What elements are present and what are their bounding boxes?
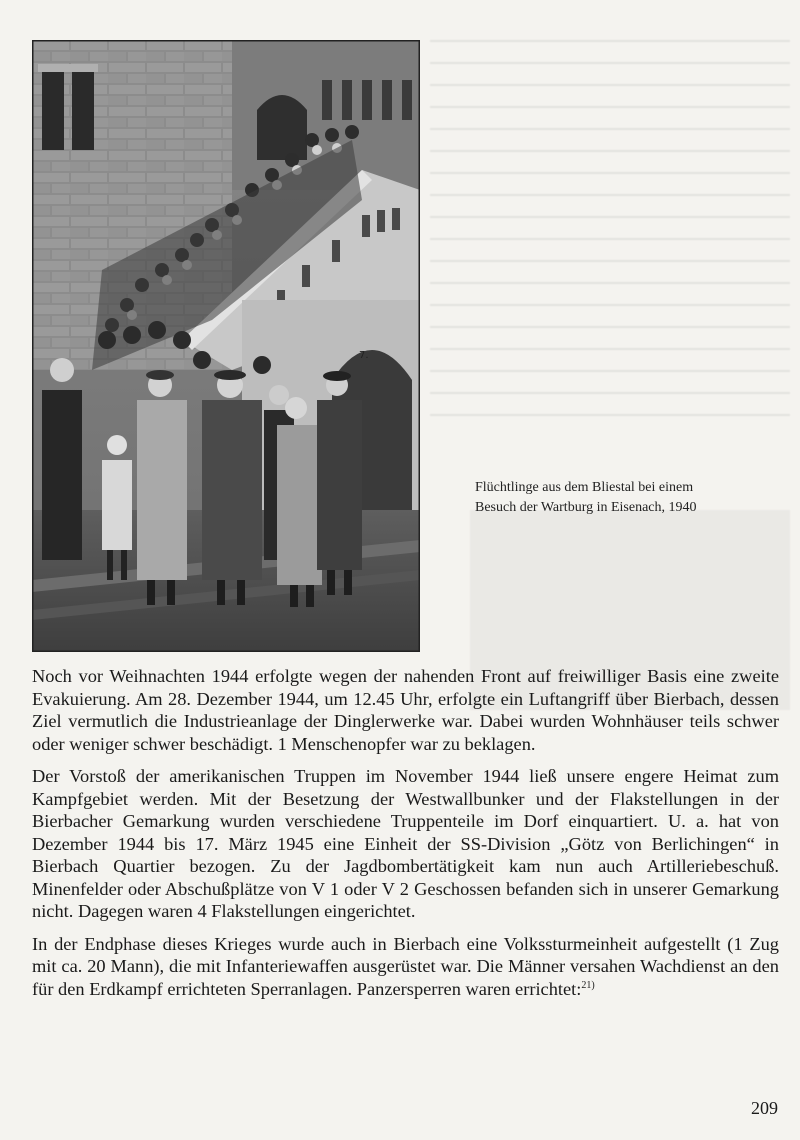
- svg-text:7.: 7.: [359, 350, 369, 361]
- paragraph-3: [32, 933, 779, 1001]
- page-number: 209: [751, 1098, 778, 1118]
- paragraph-3-text: In der Endphase dieses Krieges wurde auch in Bierbach eine Volkssturmeinheit aufgestellt (1 Zug mit ca. 20 Mann), die mit Infanteriewaffen ausgerüstet war. Die Männer versahen Wachdienst an den für den Erdkampf errichteten Sperranlagen. Panzersperren waren errichtet:: [32, 933, 779, 999]
- paragraph-1: [32, 665, 779, 755]
- photo-caption: [475, 478, 775, 518]
- group-photo-icon: [32, 40, 420, 652]
- historical-photo: [32, 40, 420, 652]
- caption-line-2: Besuch der Wartburg in Eisenach, 1940: [475, 500, 697, 515]
- caption-line-1: Flüchtlinge aus dem Bliestal bei einem: [475, 480, 694, 495]
- page-bleed-through: [430, 40, 790, 680]
- paragraph-1-text: Noch vor Weihnachten 1944 erfolgte wegen der nahenden Front auf freiwilliger Basis eine zweite Evakuierung. Am 28. Dezember 1944, um 12.45 Uhr, erfolgte ein Luftangriff über Bierbach, dessen Ziel vermutlich die Industrieanlage der Dinglerwerke war. Dabei wurden Wohnhäuser teils schwer oder weniger schwer beschädigt. 1 Menschenopfer war zu beklagen.: [32, 666, 779, 754]
- footnote-marker: 21): [581, 979, 595, 991]
- paragraph-2-text: Der Vorstoß der amerikanischen Truppen im November 1944 ließ unsere engere Heimat zum Kampfgebiet werden. Mit der Besetzung der Westwallbunker und der Flakstellungen in der Bierbacher Gemarkung wurden verschiedene Truppenteile im Dorf einquartiert. U. a. hat von Dezember 1944 bis 17. März 1945 eine Einheit der SS-Division „Götz von Berlichingen“ in Bierbach Quartier bezogen. Zu der Jagdbombertätigkeit kam nun auch Artilleriebeschuß. Minenfelder oder Abschußplätze von V 1 oder V 2 Geschossen befanden sich in unserer Gemarkung nicht. Dagegen waren 4 Flakstellungen eingerichtet.: [32, 766, 779, 921]
- paragraph-2: [32, 765, 779, 923]
- body-text: [32, 665, 779, 1010]
